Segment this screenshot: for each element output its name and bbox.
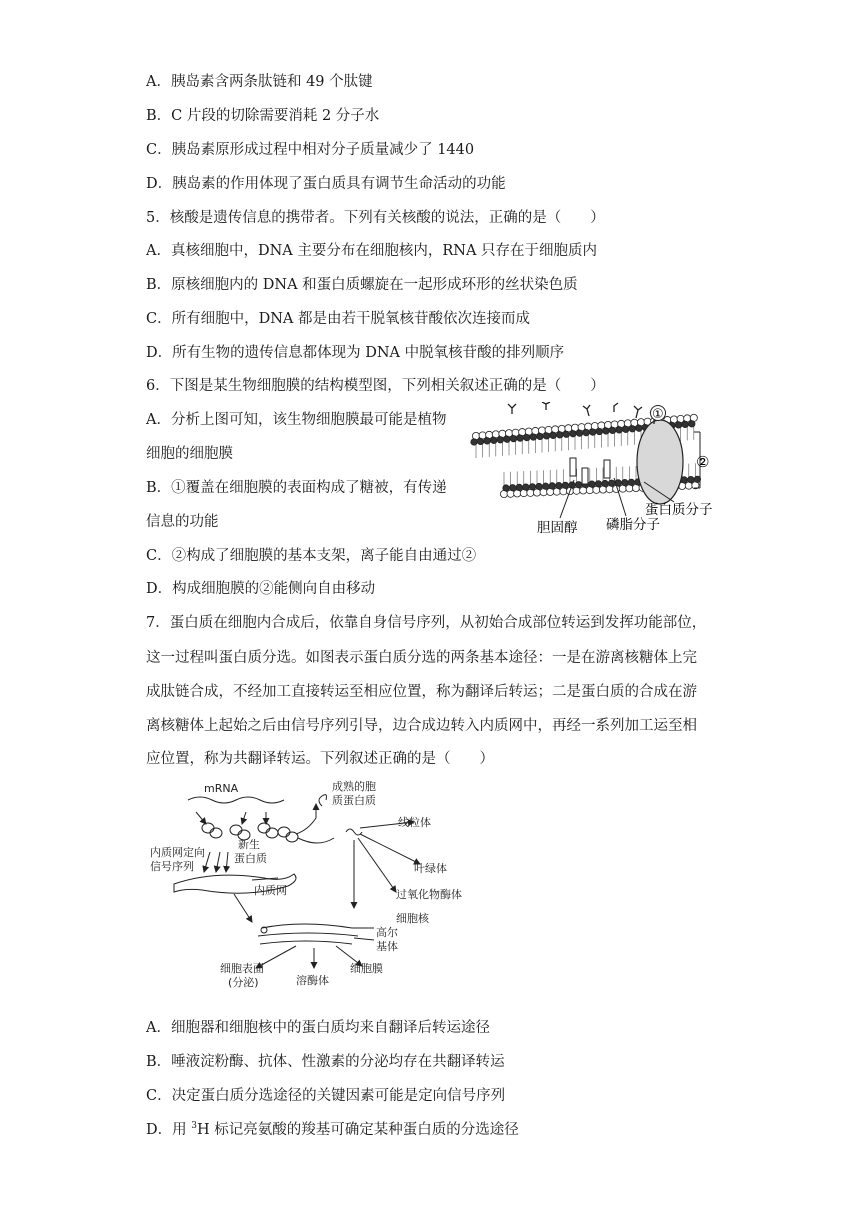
new-protein-label-1: 新生	[238, 838, 260, 851]
chloro-label: 叶绿体	[414, 862, 447, 875]
phospholipid-head	[537, 433, 543, 439]
perox-label: 过氧化物酶体	[396, 888, 462, 901]
q7-stem-line5: 应位置，称为共翻译转运。下列叙述正确的是（ ）	[146, 751, 494, 767]
surface-label-1: 细胞表面	[220, 962, 264, 975]
mature-protein-coil	[319, 795, 327, 806]
q7-option-d-text: H 标记亮氨酸的羧基可确定某种蛋白质的分选途径	[196, 1122, 519, 1138]
label-1: ①	[652, 407, 664, 422]
nucleus-label: 细胞核	[396, 912, 429, 925]
golgi-label-1: 高尔	[376, 926, 398, 939]
phospholipid-head	[509, 485, 515, 491]
phospholipid-head	[557, 432, 563, 438]
cholesterol-label: 胆固醇	[537, 520, 578, 536]
protein-sorting-diagram	[146, 778, 476, 998]
q7-stem-line1: 7．蛋白质在细胞内合成后，依靠自身信号序列，从初始合成部位转运到发挥功能部位，	[146, 615, 707, 631]
membrane-label: 细胞膜	[350, 962, 383, 975]
phospholipid-head	[524, 434, 530, 440]
phospholipid-head	[563, 431, 569, 437]
phospholipid-head	[477, 438, 483, 444]
phospholipid-head	[484, 438, 490, 444]
phospholipid-head	[570, 431, 576, 437]
membrane-diagram	[464, 402, 734, 538]
phospholipid-head	[596, 428, 602, 434]
protein-label: 蛋白质分子	[645, 502, 713, 518]
phospholipid-head	[491, 437, 497, 443]
mature-label-1: 成熟的胞	[332, 780, 376, 793]
q6-option-d: D．构成细胞膜的②能侧向自由移动	[146, 581, 376, 597]
phospholipid-head	[602, 480, 608, 486]
q7-stem-line3: 成肽链合成，不经加工直接转运至相应位置，称为翻译后转运；二是蛋白质的合成在游	[146, 684, 697, 700]
q7-option-d-prefix: D．用	[146, 1122, 192, 1138]
phospholipid-head	[497, 437, 503, 443]
phospholipid-head	[510, 436, 516, 442]
q7-stem-line4: 离核糖体上起始之后由信号序列引导，边合成边转入内质网中，再经一系列加工运至相	[146, 718, 697, 734]
phospholipid-head	[517, 435, 523, 441]
phospholipid-head	[608, 480, 614, 486]
phospholipid-head	[689, 421, 695, 427]
phospholipid-head	[504, 436, 510, 442]
q5-option-b: B．原核细胞内的 DNA 和蛋白质螺旋在一起形成环形的丝状染色质	[146, 277, 578, 293]
q6-option-c: C．②构成了细胞膜的基本支架，离子能自由通过②	[146, 548, 477, 564]
phospholipid-head	[471, 439, 477, 445]
q6-option-b-line2: 信息的功能	[146, 514, 219, 530]
protein-shape	[637, 420, 683, 504]
phospholipid-head	[575, 482, 581, 488]
phospholipid-head	[530, 434, 536, 440]
q7-option-b: B．唾液淀粉酶、抗体、性激素的分泌均存在共翻译转运	[146, 1054, 505, 1070]
phospholipid-head	[542, 483, 548, 489]
q6-option-b-line1: B．①覆盖在细胞膜的表面构成了糖被，有传递	[146, 480, 447, 496]
phospholipid-head	[550, 432, 556, 438]
phospholipid-head	[688, 476, 694, 482]
er-signal-label-2: 信号序列	[150, 860, 194, 873]
phospholipid-head	[523, 484, 529, 490]
mrna-label: mRNA	[204, 782, 239, 795]
q6-option-a-line2: 细胞的细胞膜	[146, 446, 233, 462]
phospholipid-head	[616, 427, 622, 433]
mito-label: 线粒体	[398, 816, 431, 829]
phospholipid-head	[543, 433, 549, 439]
phospholipid-head	[675, 422, 681, 428]
phospholipid-head	[503, 485, 509, 491]
er-signal-label-1: 内质网定向	[150, 846, 205, 859]
q7-stem-line2: 这一过程叫蛋白质分选。如图表示蛋白质分选的两条基本途径：一是在游离核糖体上完	[146, 650, 697, 666]
phospholipid-head	[609, 427, 615, 433]
q4-option-c: C．胰岛素原形成过程中相对分子质量减少了 1440	[146, 142, 475, 158]
er-label: 内质网	[254, 884, 287, 897]
phospholipid-head	[562, 482, 568, 488]
mature-label-2: 质蛋白质	[332, 794, 376, 807]
phospholipid-head	[549, 483, 555, 489]
q5-stem: 5．核酸是遗传信息的携带者。下列有关核酸的说法，正确的是（ ）	[146, 210, 605, 226]
phospholipid-head	[583, 429, 589, 435]
phospholipid-head	[636, 425, 642, 431]
phospholipid-head	[682, 421, 688, 427]
golgi-shape	[258, 924, 358, 944]
phospholipid-head	[603, 428, 609, 434]
phospholipid-head	[589, 481, 595, 487]
phospholipid-head	[576, 430, 582, 436]
golgi-label-2: 基体	[376, 940, 398, 953]
q6-stem: 6．下图是某生物细胞膜的结构模型图，下列相关叙述正确的是（ ）	[146, 378, 605, 394]
mrna-strand	[188, 797, 284, 803]
phospholipid-head	[629, 426, 635, 432]
label-2: ②	[696, 453, 710, 471]
phospholipid-head	[529, 484, 535, 490]
phospholipid-head	[622, 479, 628, 485]
phospholipid-head	[595, 481, 601, 487]
phospholipid-head	[516, 484, 522, 490]
phospholipid-head	[628, 479, 634, 485]
phospholipid-head	[590, 429, 596, 435]
lyso-label: 溶酶体	[296, 974, 329, 987]
q7-option-c: C．决定蛋白质分选途径的关键因素可能是定向信号序列	[146, 1088, 506, 1104]
phospholipid-head	[623, 426, 629, 432]
phospholipid-label: 磷脂分子	[606, 517, 660, 533]
q6-option-a-line1: A．分析上图可知，该生物细胞膜最可能是植物	[146, 412, 447, 428]
q7-option-d	[146, 1120, 519, 1140]
q5-option-c: C．所有细胞中，DNA 都是由若干脱氧核苷酸依次连接而成	[146, 311, 530, 327]
q5-option-d: D．所有生物的遗传信息都体现为 DNA 中脱氧核苷酸的排列顺序	[146, 345, 565, 361]
q7-option-a: A．细胞器和细胞核中的蛋白质均来自翻译后转运途径	[146, 1020, 490, 1036]
phospholipid-head	[536, 483, 542, 489]
q4-option-d: D．胰岛素的作用体现了蛋白质具有调节生命活动的功能	[146, 176, 506, 192]
new-protein-label-2: 蛋白质	[234, 852, 267, 865]
surface-label-2: (分泌)	[228, 976, 259, 989]
q5-option-a: A．真核细胞中，DNA 主要分布在细胞核内，RNA 只存在于细胞质内	[146, 243, 598, 259]
q4-option-a: A．胰岛素含两条肽链和 49 个肽键	[146, 74, 373, 90]
q4-option-b: B．C 片段的切除需要消耗 2 分子水	[146, 108, 380, 124]
q7-option-d-superscript: 3	[191, 1121, 197, 1132]
phospholipid-head	[556, 482, 562, 488]
